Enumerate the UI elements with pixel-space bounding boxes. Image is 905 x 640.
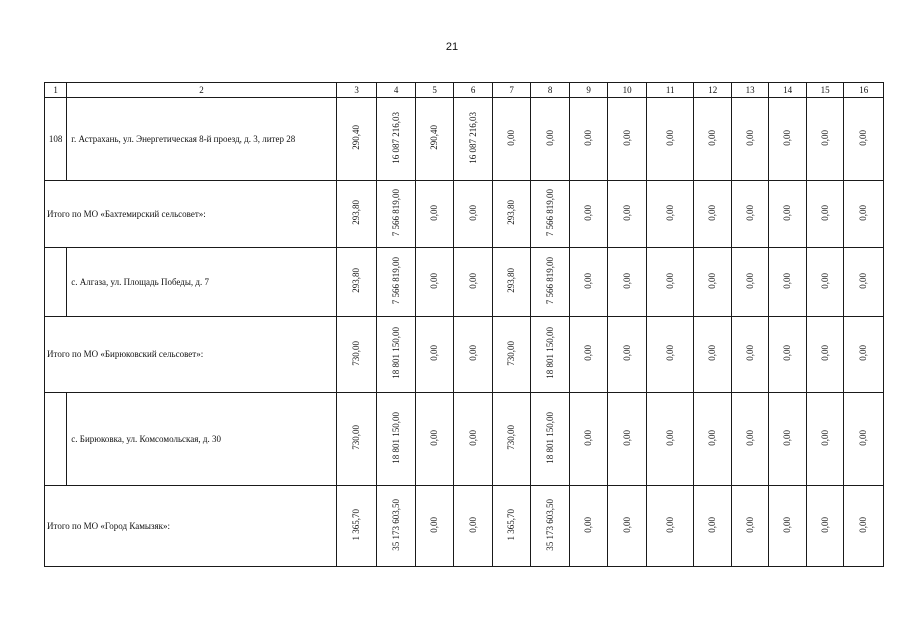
value-text: 0,00	[744, 516, 755, 533]
value-text: 0,00	[467, 516, 478, 533]
value-text: 0,00	[429, 345, 440, 361]
header-cell: 14	[769, 83, 806, 98]
value-text: 730,00	[351, 425, 362, 450]
value-cell	[531, 98, 570, 181]
value-text: 0,00	[819, 429, 830, 446]
value-text: 0,00	[621, 516, 632, 533]
value-cell	[646, 317, 694, 393]
value-cell	[806, 393, 843, 486]
value-text: 0,00	[744, 429, 755, 446]
value-cell	[806, 248, 843, 317]
value-text: 0,00	[621, 429, 632, 446]
value-cell	[336, 98, 377, 181]
header-cell: 13	[731, 83, 768, 98]
header-cell: 2	[67, 83, 337, 98]
value-cell	[377, 486, 416, 567]
value-text: 0,00	[744, 272, 755, 289]
value-text: 0,00	[782, 129, 793, 146]
value-cell	[731, 317, 768, 393]
value-cell	[531, 393, 570, 486]
value-text: 0,00	[467, 204, 478, 221]
value-cell	[806, 98, 843, 181]
value-text: 0,00	[782, 272, 793, 289]
value-cell	[806, 486, 843, 567]
value-text: 293,80	[506, 200, 517, 225]
header-cell: 3	[336, 83, 377, 98]
value-cell	[336, 317, 377, 393]
total-row	[45, 181, 884, 248]
value-cell	[454, 317, 493, 393]
value-cell	[336, 393, 377, 486]
value-text: 0,00	[707, 129, 718, 146]
row-number: 108	[45, 98, 67, 181]
table-row	[45, 98, 884, 181]
value-cell	[608, 317, 647, 393]
value-cell	[569, 181, 608, 248]
value-text: 0,00	[621, 204, 632, 221]
row-number	[45, 248, 67, 317]
total-label: Итого по МО «Бирюковский сельсовет»:	[45, 317, 337, 393]
column-number-header	[45, 83, 884, 98]
value-cell	[569, 393, 608, 486]
value-cell	[608, 98, 647, 181]
value-cell	[377, 181, 416, 248]
value-text: 0,00	[744, 129, 755, 146]
header-cell: 6	[454, 83, 493, 98]
value-text: 16 087 216,03	[390, 111, 401, 164]
value-cell	[454, 248, 493, 317]
value-text: 293,80	[351, 200, 362, 225]
total-label: Итого по МО «Город Камызяк»:	[45, 486, 337, 567]
value-cell	[377, 98, 416, 181]
data-table	[44, 82, 884, 567]
header-cell: 15	[806, 83, 843, 98]
value-text: 0,00	[707, 345, 718, 361]
value-cell	[377, 317, 416, 393]
value-cell	[569, 248, 608, 317]
value-text: 0,00	[819, 345, 830, 361]
value-text: 290,40	[351, 125, 362, 150]
value-cell	[569, 317, 608, 393]
value-cell	[454, 486, 493, 567]
value-cell	[694, 486, 731, 567]
value-text: 0,00	[707, 516, 718, 533]
value-cell	[769, 98, 806, 181]
value-text: 0,00	[467, 429, 478, 446]
value-cell	[377, 248, 416, 317]
address-cell: г. Астрахань, ул. Энергетическая 8-й проезд, д. 3, литер 28	[67, 98, 337, 181]
value-cell	[531, 486, 570, 567]
value-text: 0,00	[583, 516, 594, 533]
value-text: 7 566 819,00	[544, 188, 555, 237]
value-cell	[769, 317, 806, 393]
value-text: 0,00	[664, 429, 675, 446]
value-cell	[454, 181, 493, 248]
value-text: 35 173 603,50	[390, 498, 401, 551]
header-cell: 12	[694, 83, 731, 98]
value-text: 0,00	[819, 204, 830, 221]
value-text: 18 801 150,00	[390, 411, 401, 464]
value-text: 1 365,70	[351, 508, 362, 541]
value-text: 16 087 216,03	[467, 111, 478, 164]
value-text: 0,00	[664, 345, 675, 361]
value-text: 0,00	[583, 129, 594, 146]
value-cell	[531, 181, 570, 248]
value-text: 0,00	[819, 272, 830, 289]
value-text: 0,00	[429, 272, 440, 289]
value-cell	[731, 486, 768, 567]
value-text: 0,00	[858, 272, 869, 289]
value-cell	[569, 486, 608, 567]
value-text: 0,00	[664, 272, 675, 289]
value-text: 0,00	[664, 129, 675, 146]
value-cell	[415, 393, 454, 486]
value-text: 35 173 603,50	[544, 498, 555, 551]
value-cell	[415, 486, 454, 567]
value-cell	[531, 317, 570, 393]
header-cell: 1	[45, 83, 67, 98]
header-cell: 16	[844, 83, 884, 98]
value-text: 0,00	[583, 345, 594, 361]
value-text: 0,00	[782, 429, 793, 446]
value-text: 0,00	[583, 272, 594, 289]
value-text: 0,00	[744, 204, 755, 221]
value-cell	[492, 181, 531, 248]
value-cell	[844, 317, 884, 393]
value-text: 0,00	[429, 516, 440, 533]
value-cell	[694, 181, 731, 248]
value-cell	[492, 393, 531, 486]
page-number: 21	[445, 41, 459, 53]
value-text: 0,00	[621, 272, 632, 289]
header-cell: 10	[608, 83, 647, 98]
value-cell	[806, 317, 843, 393]
value-text: 0,00	[664, 204, 675, 221]
value-cell	[531, 248, 570, 317]
value-cell	[694, 393, 731, 486]
value-text: 0,00	[782, 204, 793, 221]
address-cell: с. Алгаза, ул. Площадь Победы, д. 7	[67, 248, 337, 317]
header-cell: 11	[646, 83, 694, 98]
value-cell	[336, 486, 377, 567]
value-text: 293,80	[351, 268, 362, 293]
value-text: 0,00	[858, 129, 869, 146]
value-text: 7 566 819,00	[390, 188, 401, 237]
value-cell	[415, 248, 454, 317]
value-cell	[769, 393, 806, 486]
table-row	[45, 393, 884, 486]
value-cell	[415, 181, 454, 248]
total-label: Итого по МО «Бахтемирский сельсовет»:	[45, 181, 337, 248]
value-text: 0,00	[782, 516, 793, 533]
value-cell	[646, 181, 694, 248]
value-text: 0,00	[621, 129, 632, 146]
value-cell	[646, 248, 694, 317]
value-text: 730,00	[506, 340, 517, 366]
value-text: 0,00	[467, 345, 478, 361]
value-cell	[454, 98, 493, 181]
total-row	[45, 317, 884, 393]
value-cell	[608, 181, 647, 248]
value-cell	[646, 393, 694, 486]
address-cell: с. Бирюковка, ул. Комсомольская, д. 30	[67, 393, 337, 486]
value-text: 0,00	[858, 429, 869, 446]
value-text: 18 801 150,00	[390, 327, 401, 379]
value-cell	[769, 181, 806, 248]
value-cell	[608, 486, 647, 567]
value-cell	[492, 248, 531, 317]
value-cell	[454, 393, 493, 486]
value-text: 0,00	[467, 272, 478, 289]
value-text: 0,00	[707, 429, 718, 446]
value-text: 0,00	[707, 272, 718, 289]
value-cell	[569, 98, 608, 181]
value-cell	[844, 181, 884, 248]
value-cell	[731, 98, 768, 181]
header-cell: 5	[415, 83, 454, 98]
value-cell	[731, 181, 768, 248]
value-text: 293,80	[506, 268, 517, 293]
value-text: 18 801 150,00	[544, 411, 555, 464]
value-cell	[608, 248, 647, 317]
value-text: 0,00	[858, 204, 869, 221]
value-text: 0,00	[583, 429, 594, 446]
value-cell	[694, 248, 731, 317]
value-text: 0,00	[506, 129, 517, 146]
value-text: 7 566 819,00	[544, 256, 555, 305]
value-text: 0,00	[858, 345, 869, 361]
value-cell	[646, 486, 694, 567]
value-cell	[492, 98, 531, 181]
header-cell: 4	[377, 83, 416, 98]
value-cell	[336, 248, 377, 317]
value-cell	[694, 317, 731, 393]
header-cell: 7	[492, 83, 531, 98]
value-cell	[694, 98, 731, 181]
value-cell	[769, 486, 806, 567]
value-cell	[377, 393, 416, 486]
value-cell	[806, 181, 843, 248]
value-text: 0,00	[744, 345, 755, 361]
value-text: 0,00	[707, 204, 718, 221]
value-text: 0,00	[858, 516, 869, 533]
value-cell	[608, 393, 647, 486]
value-cell	[415, 98, 454, 181]
total-row	[45, 486, 884, 567]
row-number	[45, 393, 67, 486]
value-cell	[844, 393, 884, 486]
value-text: 290,40	[429, 125, 440, 150]
value-cell	[731, 393, 768, 486]
value-text: 0,00	[583, 204, 594, 221]
value-text: 0,00	[429, 204, 440, 221]
value-cell	[492, 317, 531, 393]
value-cell	[731, 248, 768, 317]
value-text: 0,00	[664, 516, 675, 533]
value-text: 0,00	[621, 345, 632, 361]
table-row	[45, 248, 884, 317]
value-cell	[492, 486, 531, 567]
value-text: 0,00	[429, 429, 440, 446]
value-text: 0,00	[782, 345, 793, 361]
value-text: 1 365,70	[506, 508, 517, 541]
value-text: 0,00	[819, 516, 830, 533]
header-cell: 9	[569, 83, 608, 98]
value-text: 0,00	[819, 129, 830, 146]
header-cell: 8	[531, 83, 570, 98]
value-text: 730,00	[351, 340, 362, 366]
value-cell	[646, 98, 694, 181]
value-cell	[844, 98, 884, 181]
value-cell	[844, 486, 884, 567]
value-text: 18 801 150,00	[544, 327, 555, 379]
value-cell	[769, 248, 806, 317]
value-text: 0,00	[544, 129, 555, 146]
value-text: 7 566 819,00	[390, 256, 401, 305]
value-cell	[415, 317, 454, 393]
value-cell	[844, 248, 884, 317]
value-text: 730,00	[506, 425, 517, 450]
value-cell	[336, 181, 377, 248]
